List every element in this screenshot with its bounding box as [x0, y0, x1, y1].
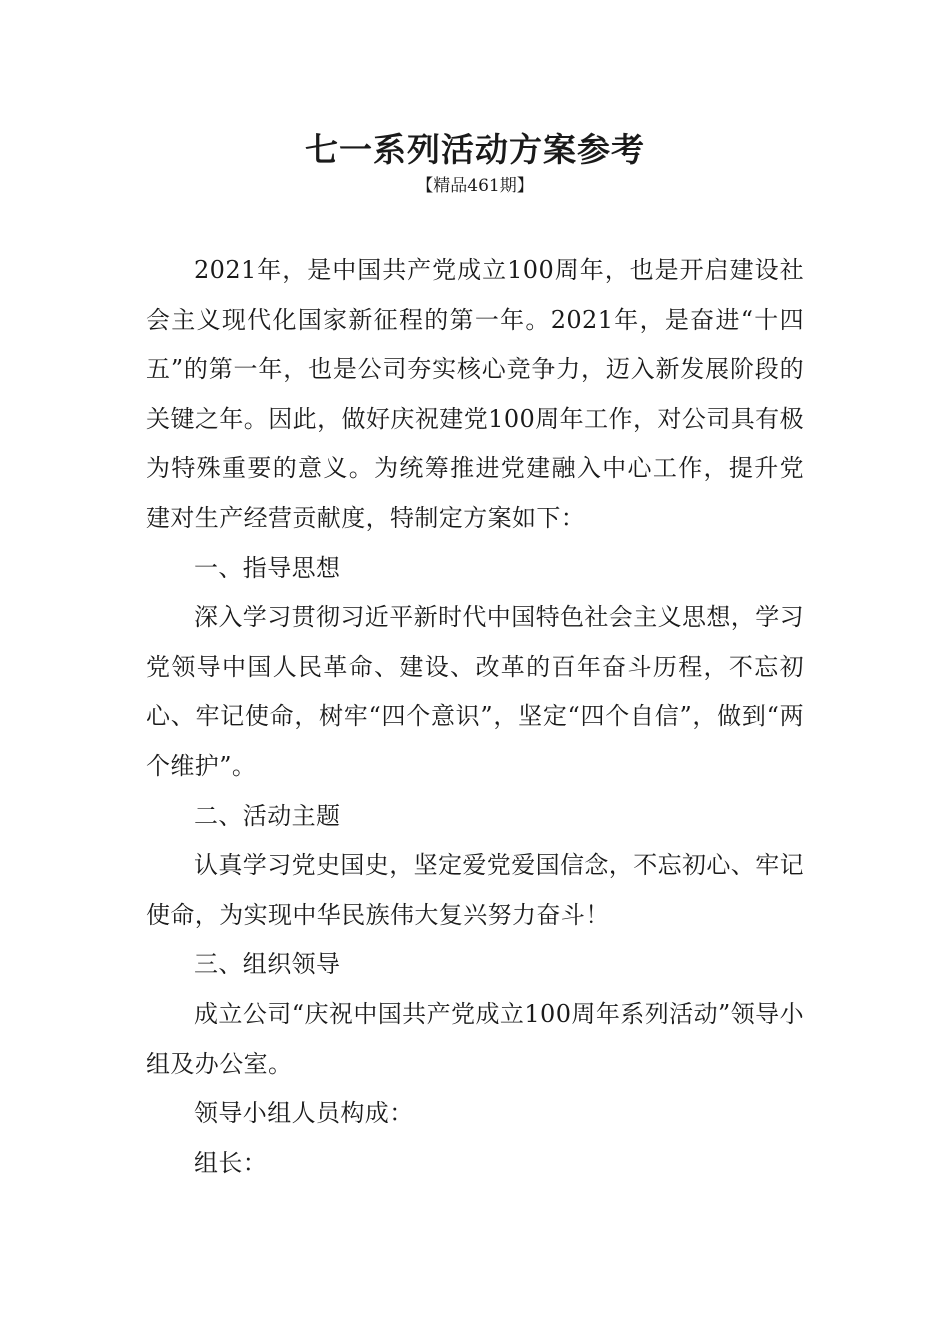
paragraph-group-leader: 组长： [194, 1148, 268, 1177]
heading-organization: 三、组织领导 [194, 950, 341, 979]
document-title: 七一系列活动方案参考 [305, 130, 645, 169]
paragraph-guiding-ideology: 深入学习贯彻习近平新时代中国特色社会主义思想，学习党领导中国人民革命、建设、改革的百年奋斗历程，不忘初心、牢记使命，树牢“四个意识”，坚定“四个自信”，做到“两个维护”。 [146, 603, 804, 780]
heading-guiding-ideology: 一、指导思想 [194, 553, 341, 582]
paragraph-group-members: 领导小组人员构成： [194, 1099, 414, 1128]
paragraph-intro: 2021年，是中国共产党成立100周年，也是开启建设社会主义现代化国家新征程的第一年。2021年，是奋进“十四五”的第一年，也是公司夯实核心竞争力，迈入新发展阶段的关键之年。因此，做好庆祝建党100周年工作，对公司具有极为特殊重要的意义。为统筹推进党建融入中心工作，提升党建对生产经营贡献度，特制定方案如下： [146, 256, 804, 532]
document-subtitle: 【精品461期】 [416, 176, 534, 196]
paragraph-organization: 成立公司“庆祝中国共产党成立100周年系列活动”领导小组及办公室。 [146, 999, 804, 1078]
heading-activity-theme: 二、活动主题 [194, 801, 341, 830]
paragraph-activity-theme: 认真学习党史国史，坚定爱党爱国信念，不忘初心、牢记使命，为实现中华民族伟大复兴努力奋斗！ [146, 851, 804, 929]
document-body [146, 246, 804, 1188]
